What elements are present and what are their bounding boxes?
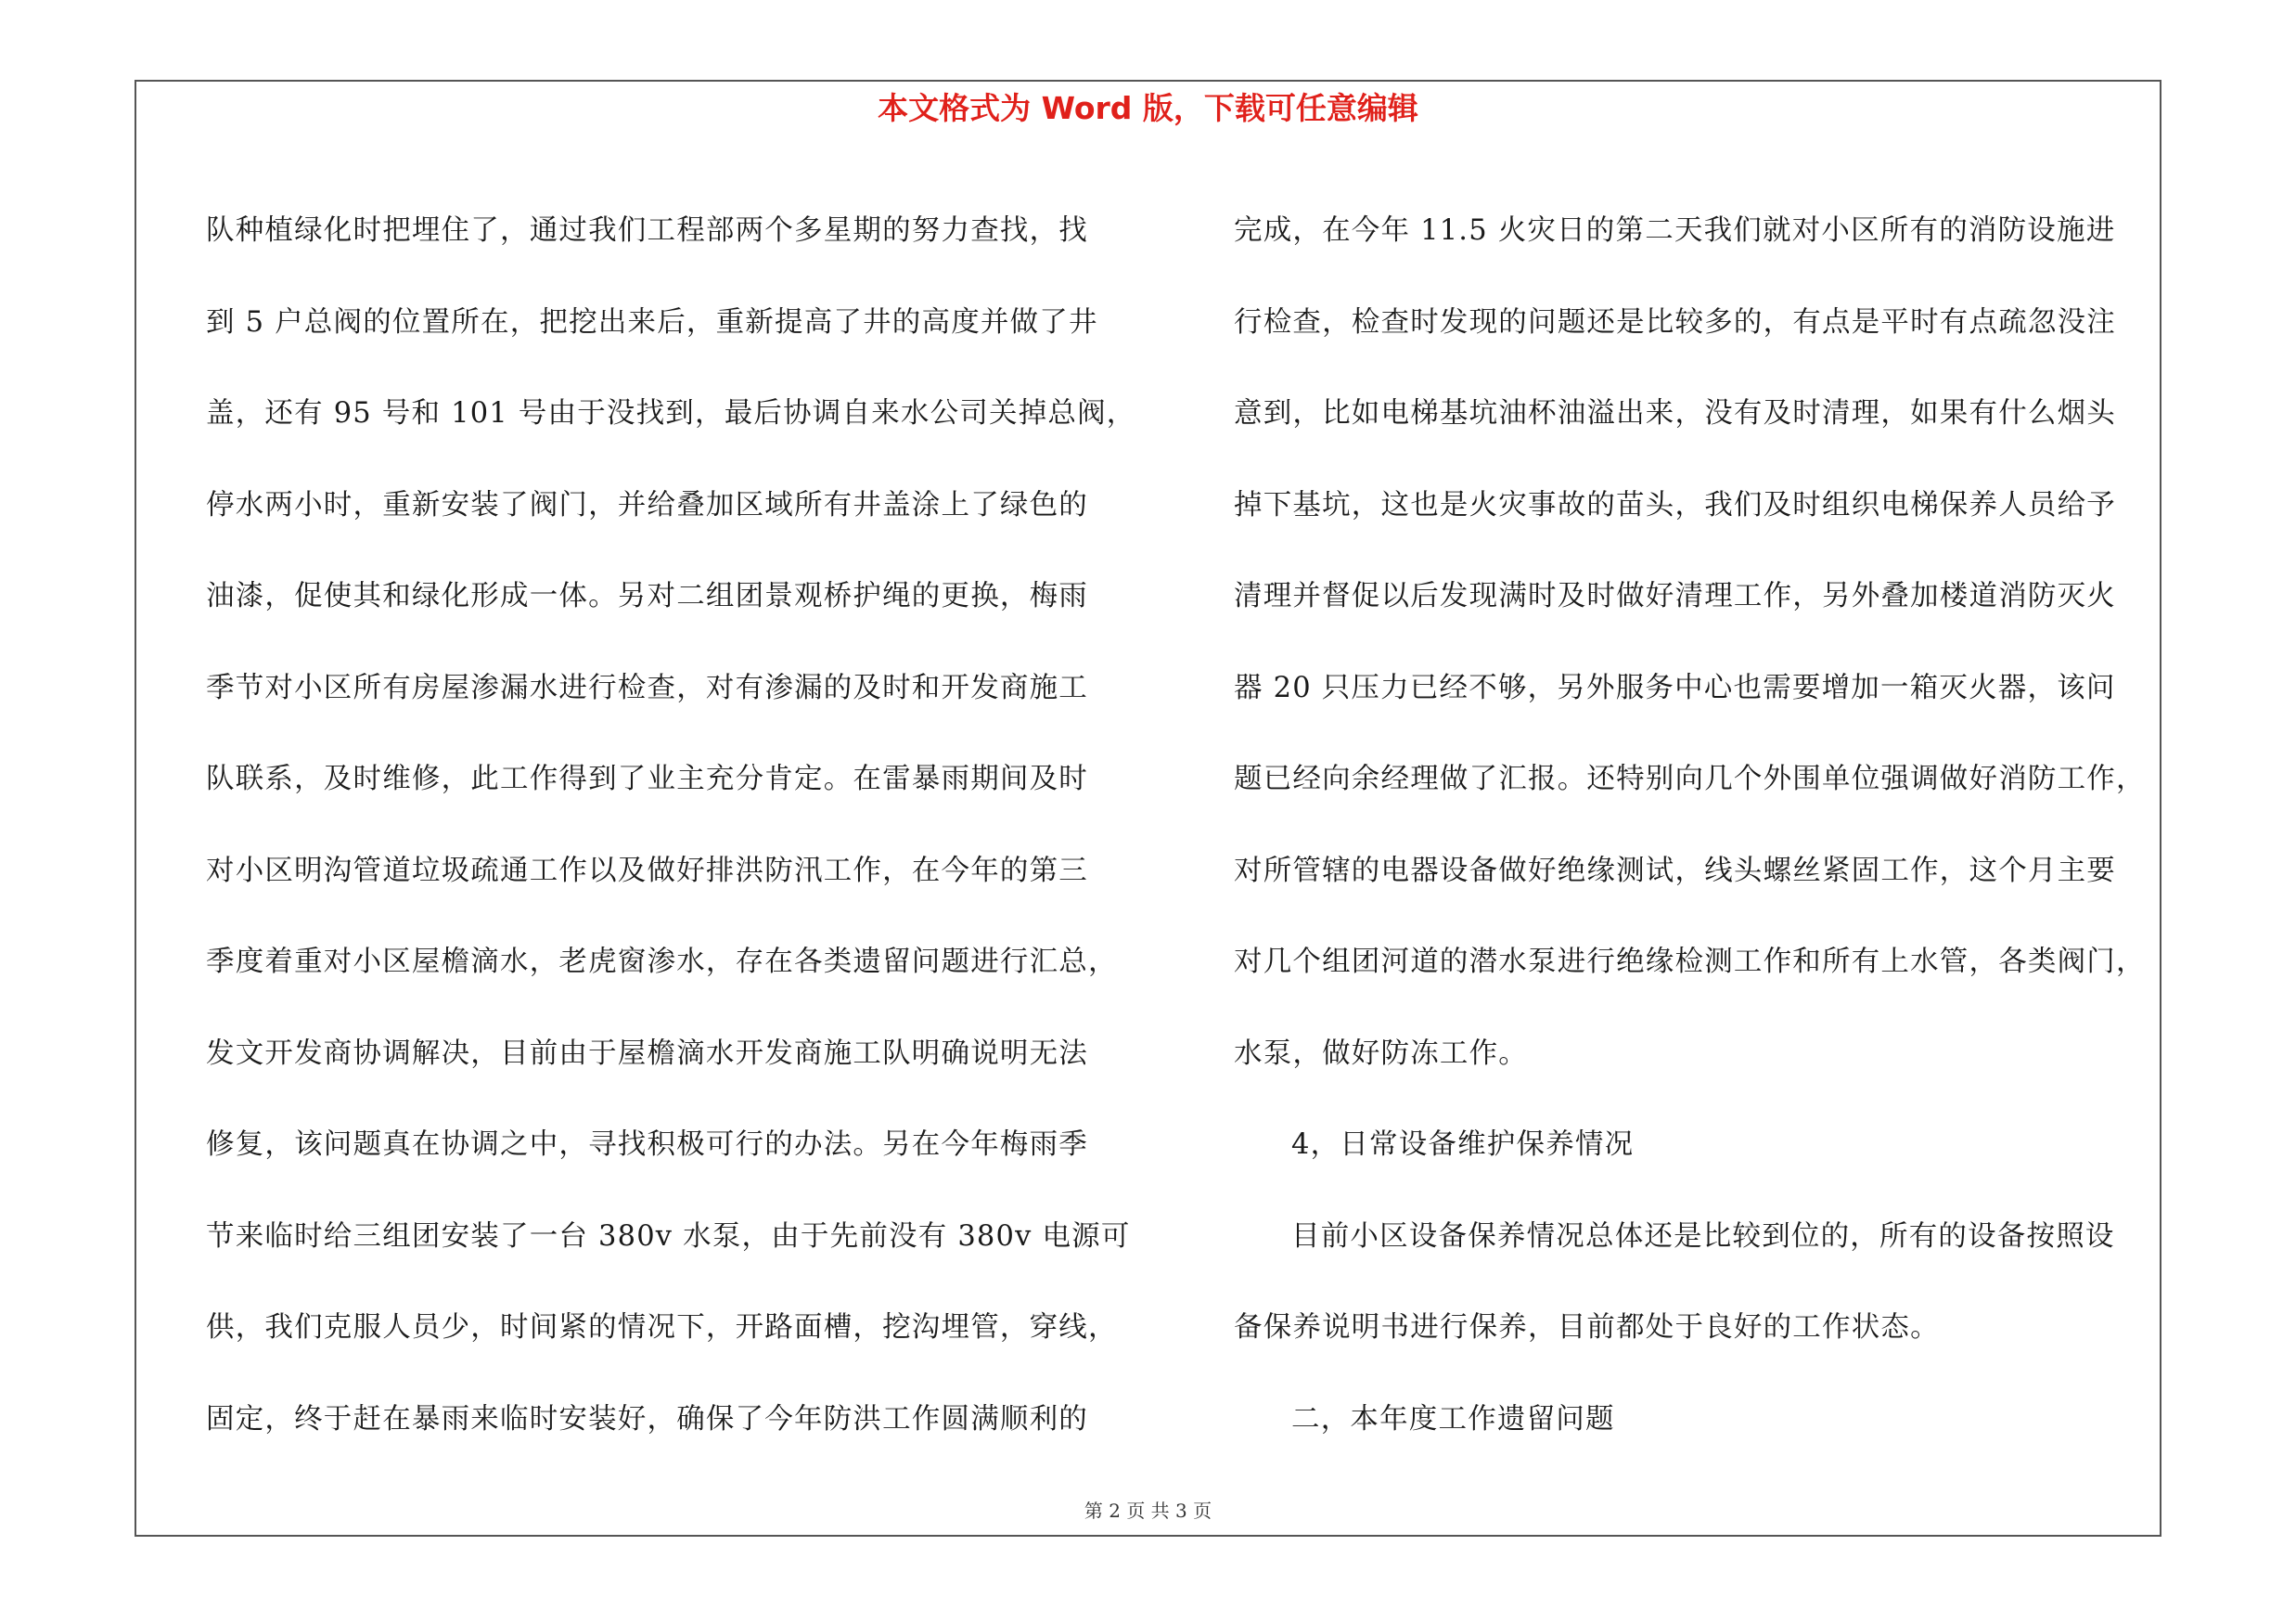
text-line: 发文开发商协调解决，目前由于屋檐滴水开发商施工队明确说明无法: [206, 1037, 1088, 1070]
text-line: 水泵，做好防冻工作。: [1234, 1037, 1528, 1070]
text-line: 对所管辖的电器设备做好绝缘测试，线头螺丝紧固工作，这个月主要: [1234, 854, 2116, 887]
text-line: 对小区明沟管道垃圾疏通工作以及做好排洪防汛工作，在今年的第三: [206, 854, 1088, 887]
text-line: 完成，在今年 11.5 火灾日的第二天我们就对小区所有的消防设施进: [1234, 214, 2116, 247]
text-line: 题已经向余经理做了汇报。还特别向几个外围单位强调做好消防工作，: [1234, 763, 2146, 795]
text-line: 备保养说明书进行保养，目前都处于良好的工作状态。: [1234, 1311, 1940, 1344]
text-line: 掉下基坑，这也是火灾事故的苗头，我们及时组织电梯保养人员给予: [1234, 488, 2116, 522]
text-line: 停水两小时，重新安装了阀门，并给叠加区域所有井盖涂上了绿色的: [206, 488, 1088, 522]
page-number: 第 2 页 共 3 页: [1084, 1500, 1212, 1522]
text-line: 盖，还有 95 号和 101 号由于没找到，最后协调自来水公司关掉总阀，: [206, 397, 1136, 430]
right-column: [1234, 186, 2154, 1465]
text-line: 目前小区设备保养情况总体还是比较到位的，所有的设备按照设: [1291, 1219, 2115, 1253]
text-line: 季度着重对小区屋檐滴水，老虎窗渗水，存在各类遗留问题进行汇总，: [206, 946, 1118, 978]
text-line: 供，我们克服人员少，时间紧的情况下，开路面槽，挖沟埋管，穿线，: [206, 1311, 1118, 1344]
text-line: 对几个组团河道的潜水泵进行绝缘检测工作和所有上水管，各类阀门，: [1234, 946, 2146, 978]
text-line: 意到，比如电梯基坑油杯油溢出来，没有及时清理，如果有什么烟头: [1234, 397, 2116, 430]
text-line: 节来临时给三组团安装了一台 380v 水泵，由于先前没有 380v 电源可: [206, 1219, 1131, 1253]
text-line: 器 20 只压力已经不够，另外服务中心也需要增加一箱灭火器，该问: [1234, 671, 2116, 704]
section-heading: 二，本年度工作遗留问题: [1291, 1402, 1615, 1436]
text-line: 到 5 户总阀的位置所在，把挖出来后，重新提高了井的高度并做了井: [206, 305, 1098, 339]
text-line: 队联系，及时维修，此工作得到了业主充分肯定。在雷暴雨期间及时: [206, 763, 1088, 795]
text-line: 季节对小区所有房屋渗漏水进行检查，对有渗漏的及时和开发商施工: [206, 671, 1088, 704]
text-line: 清理并督促以后发现满时及时做好清理工作，另外叠加楼道消防灭火: [1234, 580, 2116, 612]
text-line: 修复，该问题真在协调之中，寻找积极可行的办法。另在今年梅雨季: [206, 1128, 1088, 1161]
header-banner: 本文格式为 Word 版，下载可任意编辑: [878, 90, 1418, 126]
text-line: 油漆，促使其和绿化形成一体。另对二组团景观桥护绳的更换，梅雨: [206, 580, 1088, 612]
section-heading: 4，日常设备维护保养情况: [1291, 1128, 1635, 1161]
text-line: 行检查，检查时发现的问题还是比较多的，有点是平时有点疏忽没注: [1234, 305, 2116, 339]
text-line: 固定，终于赶在暴雨来临时安装好，确保了今年防洪工作圆满顺利的: [206, 1402, 1088, 1436]
text-line: 队种植绿化时把埋住了，通过我们工程部两个多星期的努力查找，找: [206, 214, 1088, 247]
left-column: [206, 186, 1136, 1465]
